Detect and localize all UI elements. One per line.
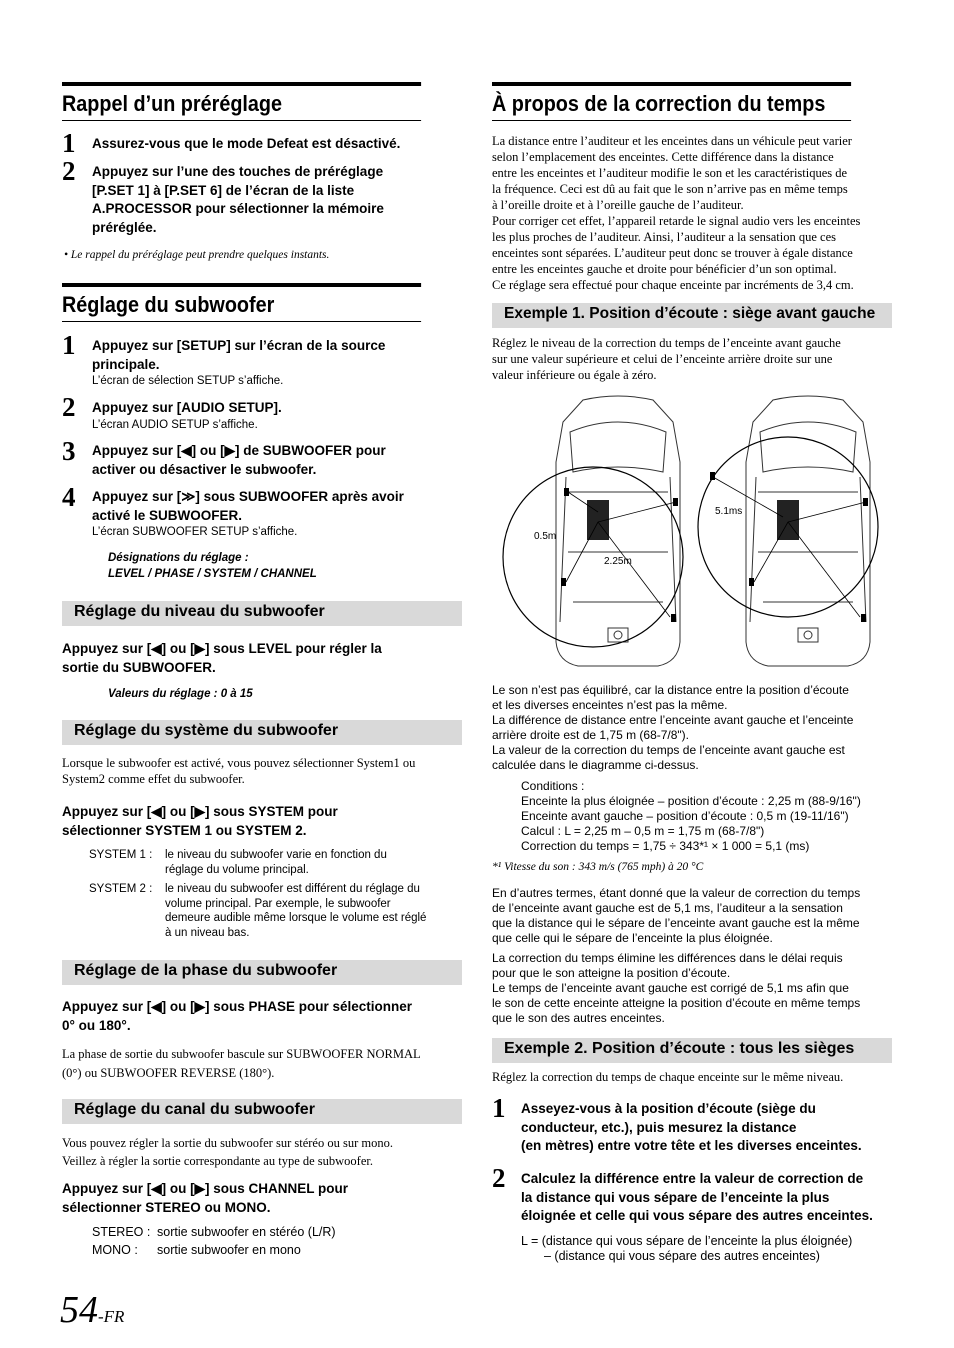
intro-paragraph: La distance entre l’auditeur et les enceintes dans un véhicule peut varier selon l’emplacement des enceintes. Cette différence dans la distance entre les enceintes et l’auditeur modifie le son et les caractéristiques de la fréquence. Ceci est dû au fait que le son n’arrive pas en même temps à l’oreille droite et à l’oreille gauche de l’auditeur. Pour corriger cet effet, l’appareil retarde le signal audio vers les enceintes les plus proches de l’auditeur. Ainsi, l’auditeur a la sensation que ces enceintes sont séparées. L’auditeur peut donc se trouver à égale distance entre les enceintes gauche et droite pour bénéficier d’un son optimal. Ce réglage sera effectué pour chaque enceinte par incréments de 3,4 cm. [492,134,861,292]
system-intro: Lorsque le subwoofer est activé, vous pouvez sélectionner System1 ou System2 comme effet du subwoofer. [62,756,416,786]
step-text: Appuyez sur l’une des touches de préréglage [P.SET 1] à [P.SET 6] de l’écran de la liste A.PROCESSOR pour sélectionner la mémoire préréglée. [92,164,384,235]
channel-instruction: Appuyez sur [◀] ou [▶] sous CHANNEL pour sélectionner STEREO ou MONO. [62,1181,349,1215]
system-option-label: SYSTEM 1 : [89,849,153,861]
step-text: Appuyez sur [AUDIO SETUP]. L’écran AUDIO SETUP s’affiche. [92,400,282,431]
range-circle-left [503,467,683,647]
step-text: Assurez-vous que le mode Defeat est désactivé. [92,136,401,151]
delay-label-51: 5.1ms [715,506,743,517]
step-number: 1 [492,1093,506,1123]
distance-lines-left [566,492,676,617]
footnote: *¹ Vitesse du son : 343 m/s (765 mph) à 20 °C [492,861,704,873]
phase-subheading: Réglage de la phase du subwoofer [62,960,462,985]
conditions-block: Conditions : Enceinte la plus éloignée – position d’écoute : 2,25 m (88-9/16") Enceinte avant gauche – position d’écoute : 0,5 m (19-11/16") Calcul : L = 2,25 m – 0,5 m = 1,75 m (68-7/8") Correction du temps = 1,75 ÷ 343*¹ × 1 000 = 5,1 (ms) [521,779,861,853]
page-number: 54-FR [60,1289,125,1331]
example1-explanation: Le son n’est pas équilibré, car la distance entre la position d’écoute et les diverses enceintes n’est pas la même. La différence de distance entre l’enceinte avant gauche et l’enceinte arrière droite est de 1,75 m (68-7/8"). La valeur de la correction du temps de l’enceinte avant gauche est calculée dans le diagramme ci-dessus. [492,683,854,772]
channel-body: Vous pouvez régler la sortie du subwoofer sur stéréo ou sur mono. Veillez à régler la sortie correspondante au type de subwoofer. [62,1136,393,1168]
distance-label-225: 2.25m [604,556,632,567]
step-number: 2 [492,1163,506,1193]
designations: Désignations du réglage : LEVEL / PHASE / SYSTEM / CHANNEL [108,552,317,580]
step-number: 2 [62,156,76,186]
system-option-text: le niveau du subwoofer varie en fonction du réglage du volume principal. [165,849,387,876]
distance-label-05: 0.5m [534,531,557,542]
paragraph-2: En d’autres termes, étant donné que la valeur de correction du temps de l’enceinte avant gauche est de 5,1 ms, l’auditeur a la sensation que la distance qui le sépare de l’enceinte avant gauche est la même que celle qui le sépare de l’enceinte la plus éloignée. [492,886,861,945]
step-number: 3 [62,436,76,466]
channel-option-label: MONO : [92,1243,138,1257]
channel-option-label: STEREO : [92,1225,151,1239]
level-values: Valeurs du réglage : 0 à 15 [108,688,253,700]
example1-subheading: Exemple 1. Position d’écoute : siège avant gauche [492,303,892,328]
system-option-text: le niveau du subwoofer est différent du réglage du volume principal. Par exemple, le subwoofer demeure audible même lorsque le volume est réglé à un niveau bas. [165,883,427,939]
level-instruction: Appuyez sur [◀] ou [▶] sous LEVEL pour régler la sortie du SUBWOOFER. [62,641,382,675]
level-subheading: Réglage du niveau du subwoofer [62,601,462,626]
distance-lines-right [713,477,866,617]
step-number: 1 [62,330,76,360]
step-number: 4 [62,482,76,512]
step-number: 2 [62,392,76,422]
time-correction-heading: À propos de la correction du temps [492,82,851,121]
system-option-label: SYSTEM 2 : [89,883,153,895]
preset-heading: Rappel d’un préréglage [62,82,421,121]
car-left [556,396,680,666]
step-text: Appuyez sur [≫] sous SUBWOOFER après avoir activé le SUBWOOFER. L’écran SUBWOOFER SETUP s’affiche. [92,489,404,538]
car-right [746,396,870,666]
system-instruction: Appuyez sur [◀] ou [▶] sous SYSTEM pour sélectionner SYSTEM 1 ou SYSTEM 2. [62,804,338,838]
phase-body: La phase de sortie du subwoofer bascule sur SUBWOOFER NORMAL (0°) ou SUBWOOFER REVERSE (180°). [62,1047,421,1080]
step-text: Asseyez-vous à la position d’écoute (siège du conducteur, etc.), puis mesurez la distance (en mètres) entre votre tête et les diverses enceintes. [521,1101,862,1153]
system-subheading: Réglage du système du subwoofer [62,720,462,745]
formula: L = (distance qui vous sépare de l’enceinte la plus éloignée) – (distance qui vous sépare des autres enceintes) [521,1234,853,1263]
paragraph-3: La correction du temps élimine les différences dans le délai requis pour que le son atteigne la position d’écoute. Le temps de l’enceinte avant gauche est corrigé de 5,1 ms afin que le son de cette enceinte atteigne la position d’écoute en même temps que le son des autres enceintes. [492,951,861,1025]
example2-intro: Réglez la correction du temps de chaque enceinte sur le même niveau. [492,1070,844,1084]
channel-option-text: sortie subwoofer en mono [157,1243,301,1257]
example2-subheading: Exemple 2. Position d’écoute : tous les sièges [492,1038,892,1063]
step-text: Appuyez sur [SETUP] sur l’écran de la source principale. L’écran de sélection SETUP s’affiche. [92,338,386,387]
channel-option-text: sortie subwoofer en stéréo (L/R) [157,1225,336,1239]
preset-note: • Le rappel du préréglage peut prendre quelques instants. [64,249,330,261]
step-text: Appuyez sur [◀] ou [▶] de SUBWOOFER pour activer ou désactiver le subwoofer. [92,443,386,477]
step-number: 1 [62,128,76,158]
example1-intro: Réglez le niveau de la correction du temps de l’enceinte avant gauche sur une valeur supérieure et celui de l’enceinte arrière droite sur une valeur inférieure ou égale à zéro. [492,336,841,382]
phase-instruction: Appuyez sur [◀] ou [▶] sous PHASE pour sélectionner 0° ou 180°. [62,999,413,1033]
channel-subheading: Réglage du canal du subwoofer [62,1099,462,1124]
subwoofer-heading: Réglage du subwoofer [62,283,421,322]
car-diagram [498,392,888,672]
step-text: Calculez la différence entre la valeur de correction de la distance qui vous sépare de l’enceinte la plus éloignée et celle qui vous sépare des autres enceintes. [521,1171,873,1223]
